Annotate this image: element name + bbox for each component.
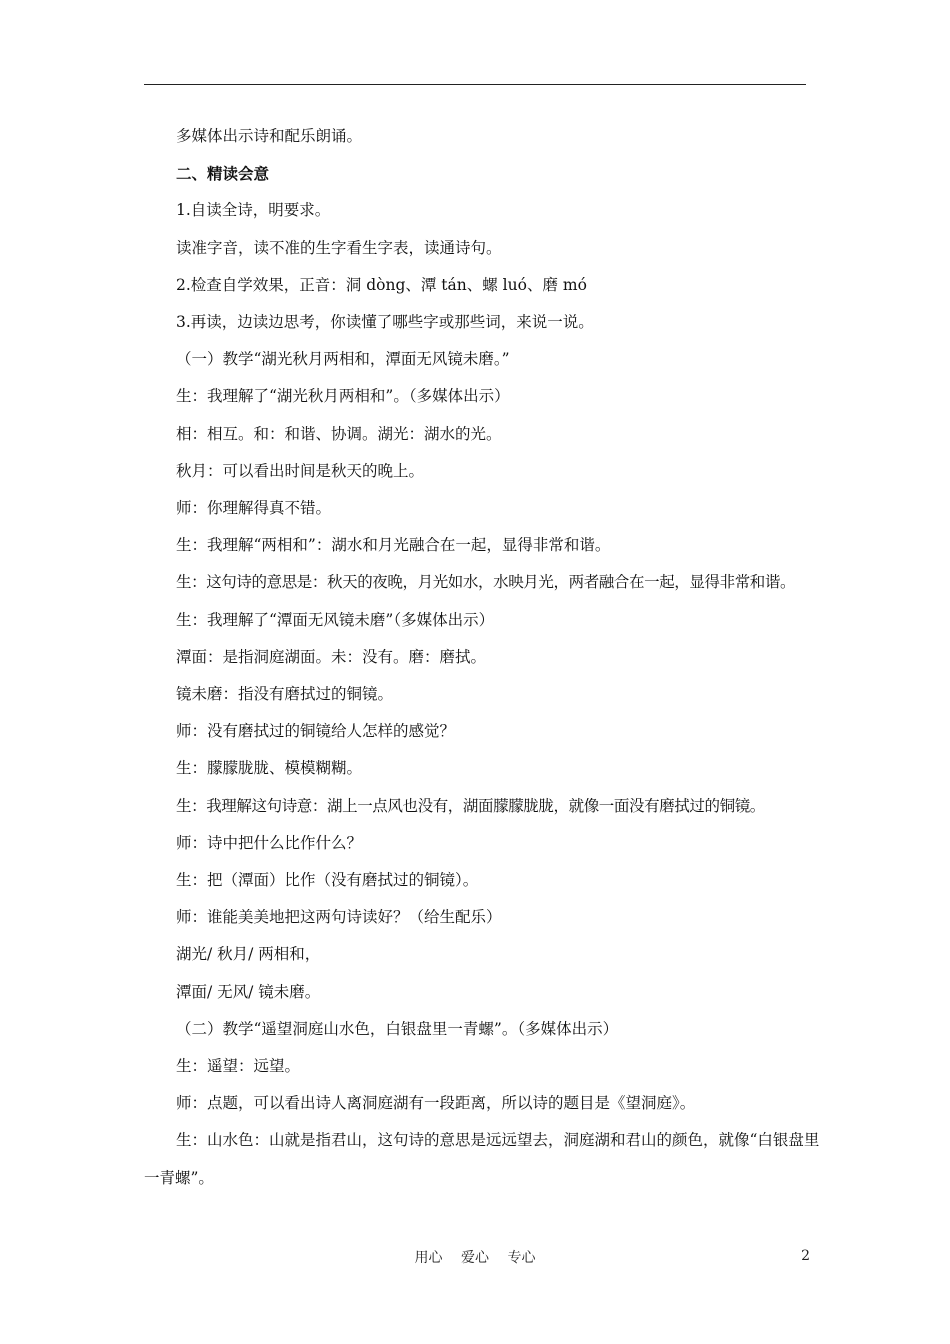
paragraph: 潭面：是指洞庭湖面。未：没有。磨：磨拭。	[176, 647, 487, 666]
paragraph: 2.检查自学效果，正音：洞 dòng、潭 tán、螺 luó、磨 mó	[176, 275, 587, 294]
paragraph: 师：诗中把什么比作什么？	[176, 833, 363, 852]
paragraph: 生：我理解这句诗意：湖上一点风也没有，湖面朦朦胧胧，就像一面没有磨拭过的铜镜。	[176, 796, 765, 815]
subsection-heading: （一）教学“湖光秋月两相和，潭面无风镜未磨。”	[176, 350, 510, 369]
header-rule	[144, 84, 806, 85]
paragraph: 多媒体出示诗和配乐朗诵。	[176, 127, 363, 145]
paragraph: 生：遥望：远望。	[176, 1057, 301, 1076]
paragraph: 生：我理解了“湖光秋月两相和”。（多媒体出示）	[176, 387, 510, 406]
paragraph: 师：你理解得真不错。	[176, 499, 332, 518]
paragraph: 3.再读，边读边思考，你读懂了哪些字或那些词，来说一说。	[176, 313, 594, 332]
document-body	[144, 118, 820, 1197]
paragraph: 生：把（潭面）比作（没有磨拭过的铜镜）。	[176, 871, 479, 890]
paragraph: 生：山水色：山就是指君山，这句诗的意思是远远望去，洞庭湖和君山的颜色，就像“白银盘里一青螺”。	[144, 1131, 820, 1187]
poem-line: 湖光/ 秋月/ 两相和，	[176, 945, 321, 964]
poem-line: 潭面/ 无风/ 镜未磨。	[176, 982, 321, 1001]
paragraph: 读准字音，读不准的生字看生字表，读通诗句。	[176, 238, 502, 257]
paragraph: 生：朦朦胧胧、模模糊糊。	[176, 759, 363, 778]
paragraph: 生：我理解了“潭面无风镜未磨”（多媒体出示）	[176, 610, 495, 629]
paragraph: 生：我理解“两相和”：湖水和月光融合在一起，显得非常和谐。	[176, 536, 611, 555]
paragraph: 镜未磨：指没有磨拭过的铜镜。	[176, 685, 394, 704]
paragraph: 师：点题，可以看出诗人离洞庭湖有一段距离，所以诗的题目是《望洞庭》。	[176, 1094, 696, 1113]
section-heading: 二、精读会意	[176, 164, 270, 184]
subsection-heading: （二）教学“遥望洞庭山水色，白银盘里一青螺”。（多媒体出示）	[176, 1019, 619, 1038]
paragraph: 秋月：可以看出时间是秋天的晚上。	[176, 461, 425, 480]
paragraph: 生：这句诗的意思是：秋天的夜晚，月光如水，水映月光，两者融合在一起，显得非常和谐。	[176, 573, 796, 592]
paragraph: 师：谁能美美地把这两句诗读好？（给生配乐）	[176, 908, 502, 927]
paragraph: 师：没有磨拭过的铜镜给人怎样的感觉？	[176, 722, 456, 741]
paragraph: 1.自读全诗，明要求。	[176, 201, 331, 220]
paragraph: 相：相互。和：和谐、协调。湖光：湖水的光。	[176, 424, 502, 443]
page-number: 2	[801, 1248, 810, 1264]
footer-motto: 用心 爱心 专心	[414, 1250, 536, 1266]
